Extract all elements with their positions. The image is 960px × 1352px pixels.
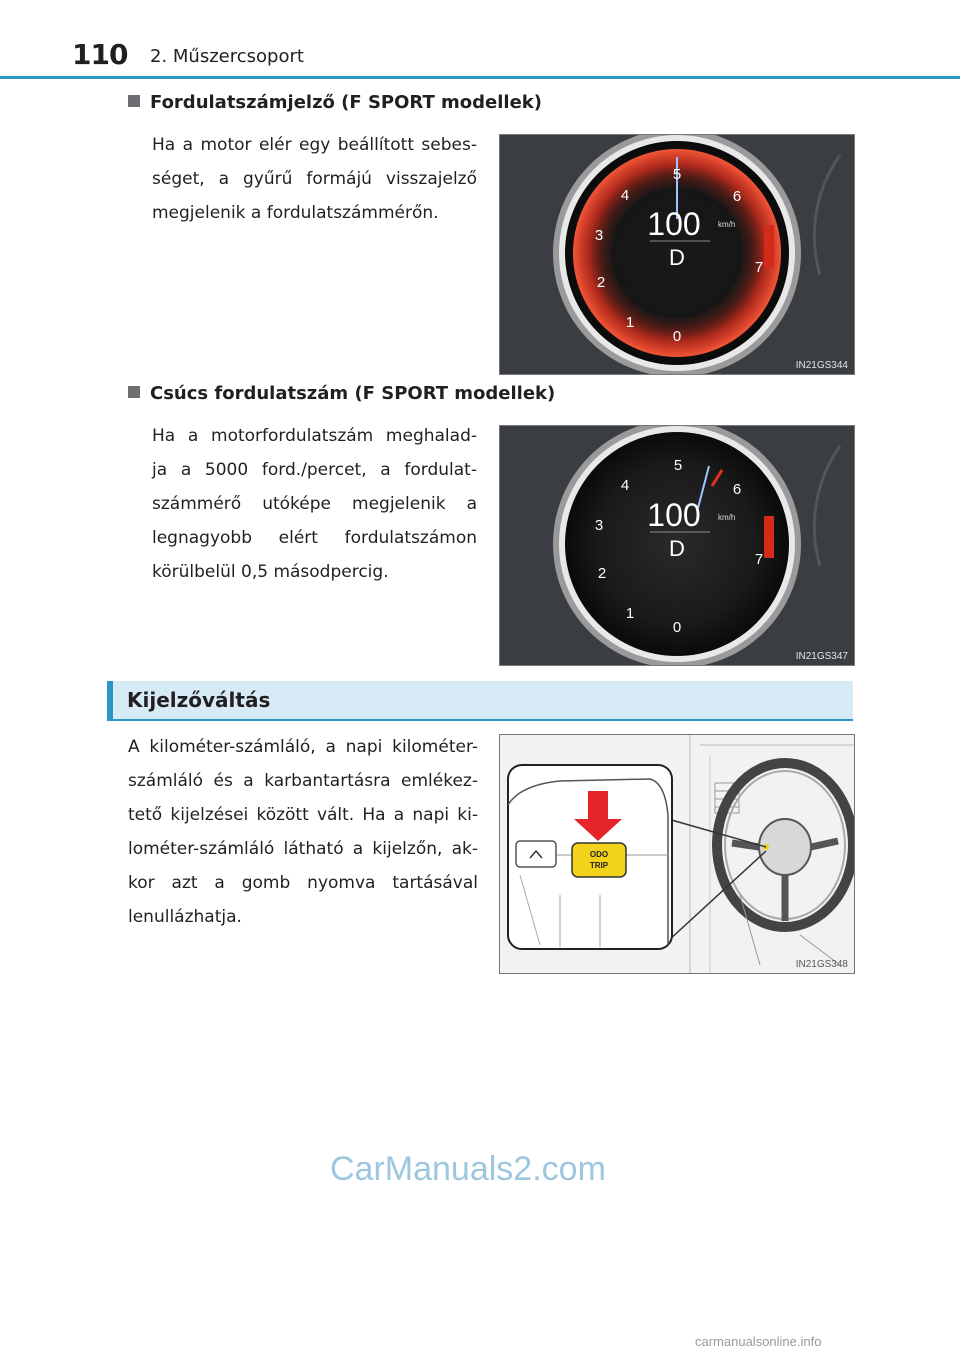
button-label-line1: ODO: [589, 850, 609, 859]
button-label-line2: TRIP: [589, 861, 609, 870]
dial-number: 4: [620, 187, 630, 204]
figure-tachometer-ring: [499, 134, 855, 375]
figure-odo-trip-button: [499, 734, 855, 974]
gear-indicator: D: [669, 536, 685, 561]
paragraph-tachometer: Ha a motor elér egy beállított sebes- séget, a gyűrű formájú visszajelző megjelenik a fordulatszámmérőn.: [152, 135, 477, 223]
speed-unit: km/h: [718, 513, 736, 522]
speed-readout: 100: [647, 206, 701, 242]
dial-number: 4: [620, 477, 630, 494]
dial-number: 5: [672, 166, 682, 183]
section-title-bar: [107, 681, 853, 721]
section-title: Kijelzőváltás: [127, 688, 271, 712]
figure-code: IN21GS344: [795, 360, 848, 371]
page-number: 110: [72, 38, 128, 71]
watermark-text: CarManuals2.com: [330, 1150, 606, 1188]
speed-unit: km/h: [718, 220, 736, 229]
dial-number: 0: [672, 328, 682, 345]
header-rule: [0, 76, 960, 79]
gauge-afterimage-illustration: [500, 426, 854, 665]
subheading-peak-rpm: Csúcs fordulatszám (F SPORT modellek): [128, 383, 555, 404]
square-bullet-icon: [128, 386, 140, 398]
chapter-title: 2. Műszercsoport: [150, 46, 304, 67]
figure-code: IN21GS348: [795, 959, 848, 970]
footer-site-text: carmanualsonline.info: [695, 1334, 822, 1349]
figure-peak-rpm: [499, 425, 855, 666]
gear-indicator: D: [669, 245, 685, 270]
dial-number: 0: [672, 619, 682, 636]
paragraph-peak-rpm: Ha a motorfordulatszám meghalad- ja a 5000 ford./percet, a fordulat- számmérő utóképe megjelenik a legnagyobb elért fordulatszámon körülbelül 0,5 másodpercig.: [152, 426, 477, 582]
dial-number: 7: [754, 259, 764, 276]
dial-number: 7: [754, 551, 764, 568]
dial-number: 2: [597, 565, 607, 582]
page-header: [0, 0, 960, 80]
dial-number: 5: [673, 457, 683, 474]
square-bullet-icon: [128, 95, 140, 107]
speed-readout: 100: [647, 497, 701, 533]
subheading-tachometer: Fordulatszámjelző (F SPORT modellek): [128, 92, 542, 113]
dial-number: 1: [625, 605, 635, 622]
section-accent: [107, 681, 113, 721]
dial-number: 3: [594, 227, 604, 244]
dial-number: 6: [732, 188, 742, 205]
gauge-ring-illustration: [500, 135, 854, 374]
dial-number: 6: [732, 481, 742, 498]
paragraph-display-switch: A kilométer-számláló, a napi kilométer- számláló és a karbantartásra emlékez- tető kijelzései között vált. Ha a napi ki- lométer-számláló látható a kijelzőn, ak- kor azt a gomb nyomva tartásával lenullázhatja.: [128, 737, 478, 927]
dashboard-illustration: [500, 735, 854, 973]
dial-number: 3: [594, 517, 604, 534]
dial-number: 2: [596, 274, 606, 291]
dial-number: 1: [625, 314, 635, 331]
figure-code: IN21GS347: [795, 651, 848, 662]
